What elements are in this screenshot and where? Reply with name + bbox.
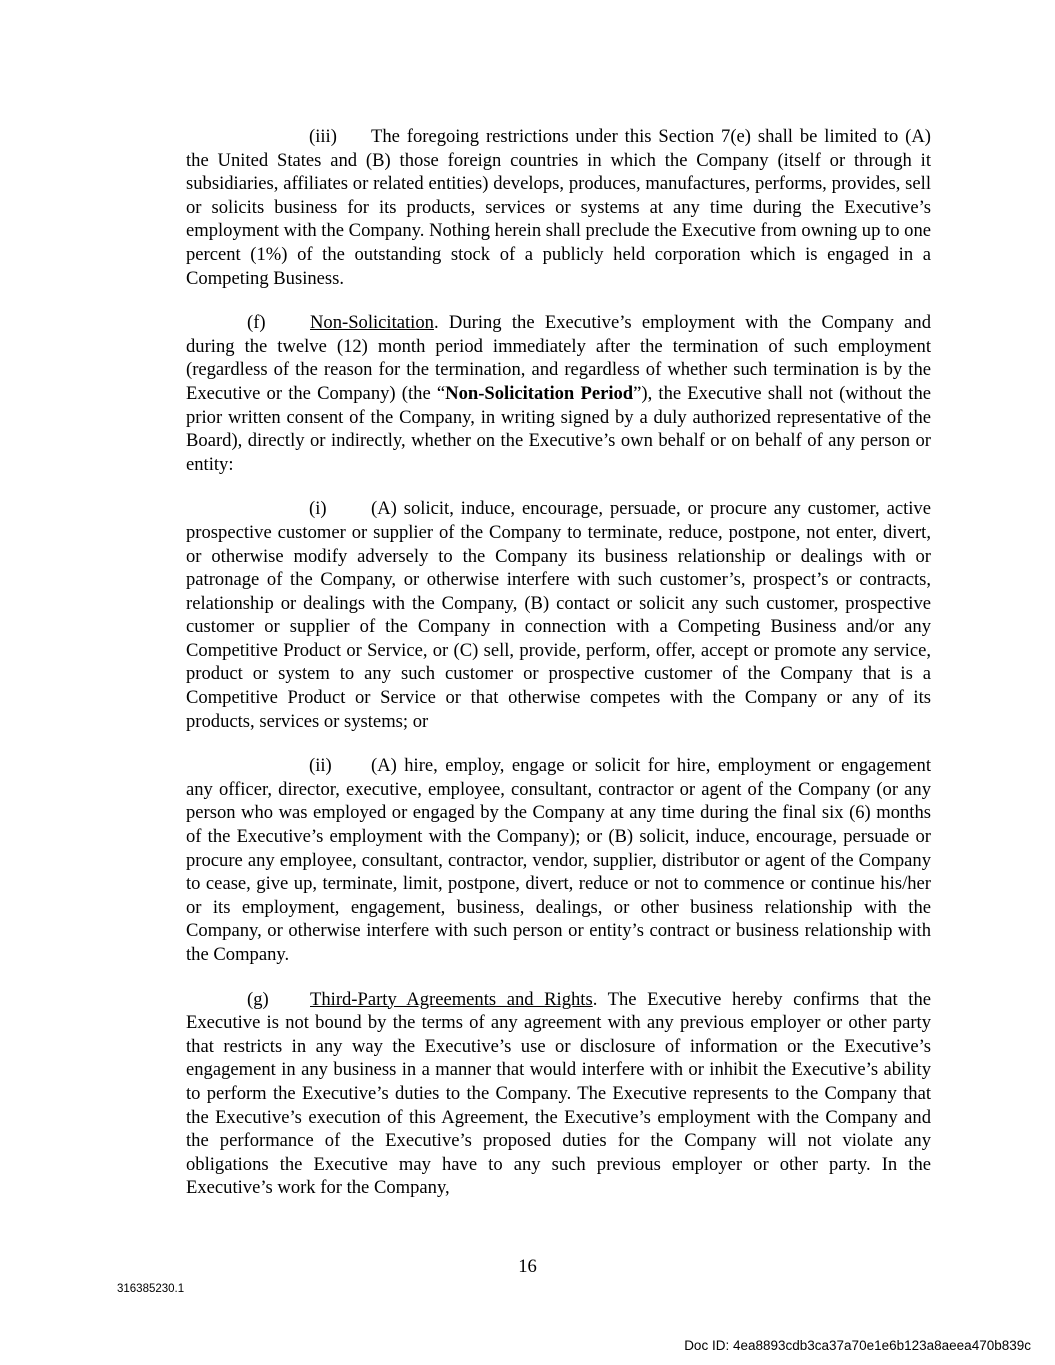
paragraph-7g [186, 988, 931, 1200]
paragraph-text: (A) solicit, induce, encourage, persuade, or procure any customer, active prospective customer or supplier of the Company to terminate, reduce, postpone, not enter, divert, or otherwise modify adversely to the Company its business relationship or dealings with or patronage of the Company, or otherwise interfere with such customer’s, prospect’s or contracts, relationship or dealings with the Company, (B) contact or solicit any such customer, prospective customer or supplier of the Company in connection with a Competing Business and/or any Competitive Product or Service, or (C) sell, provide, perform, offer, accept or promote any service, product or system to any such customer or prospective customer of the Company that is a Competitive Product or Service or that otherwise competes with the Company or any of its products, services or systems; or [186, 498, 931, 732]
paragraph-text: . The Executive hereby confirms that the Executive is not bound by the terms of any agreement with any previous employer or other party that restricts in any way the Executive’s use or disclosure of information or the Executive’s engagement in any business in a manner that would interfere with or inhibit the Executive’s ability to perform the Executive’s duties to the Company. The Executive represents to the Company that the Executive’s execution of this Agreement, the Executive’s employment with the Company and the performance of the Executive’s proposed duties for the Company will not violate any obligations the Executive may have to any such previous employer or other party. In the Executive’s work for the Company, [186, 988, 931, 1199]
page-number: 16 [518, 1256, 537, 1277]
paragraph-text: ”), the Executive shall not (without the prior written consent of the Company, in writing signed by a duly authorized representative of the Board), directly or indirectly, whether on the Executive’s own behalf or on behalf of any person or entity: [186, 382, 931, 475]
defined-term: Non-Solicitation Period [445, 382, 634, 404]
doc-id: Doc ID: 4ea8893cdb3ca37a70e1e6b123a8aeea470b839c [684, 1338, 1031, 1353]
paragraph-label: (iii) [309, 126, 337, 147]
paragraph-text: (A) hire, employ, engage or solicit for hire, employment or engagement any officer, director, executive, employee, consultant, contractor or agent of the Company (or any person who was employed or engaged by the Company at any time during the final six (6) months of the Executive’s employment with the Company); or (B) solicit, induce, encourage, persuade or procure any employee, consultant, contractor, vendor, supplier, distributor or agent of the Company to cease, give up, terminate, limit, postpone, divert, reduce or not to commence or continue his/her or its employment, engagement, business, dealings, or other business relationship with the Company, or otherwise interfere with such person or entity’s contract or business relationship with the Company. [186, 755, 931, 965]
section-label: (f) [247, 312, 266, 334]
body-text [186, 125, 931, 1221]
paragraph-7f [186, 311, 931, 476]
paragraph-7f-ii [186, 754, 931, 966]
section-heading: Non-Solicitation [310, 312, 434, 334]
paragraph-7e-iii [186, 125, 931, 290]
paragraph-7f-i [186, 497, 931, 733]
section-heading: Third-Party Agreements and Rights [310, 988, 593, 1010]
paragraph-label: (ii) [309, 755, 332, 777]
paragraph-text: . During the Executive’s employment with the Company and during the twelve (12) month period immediately after the termination of such employment (regardless of the reason for the termination, and regardless of whether such termination is by the Executive or the Company) (the “ [186, 312, 931, 404]
paragraph-label: (i) [309, 498, 327, 520]
paragraph-text: The foregoing restrictions under this Section 7(e) shall be limited to (A) the United States and (B) those foreign countries in which the Company (itself or through it subsidiaries, affiliates or related entities) develops, produces, manufactures, performs, provides, sell or solicits business for its products, services or systems at any time during the Executive’s employment with the Company. Nothing herein shall preclude the Executive from owning up to one percent (1%) of the outstanding stock of a publicly held corporation which is engaged in a Competing Business. [186, 126, 931, 289]
document-code: 316385230.1 [117, 1283, 185, 1295]
section-label: (g) [247, 988, 269, 1010]
